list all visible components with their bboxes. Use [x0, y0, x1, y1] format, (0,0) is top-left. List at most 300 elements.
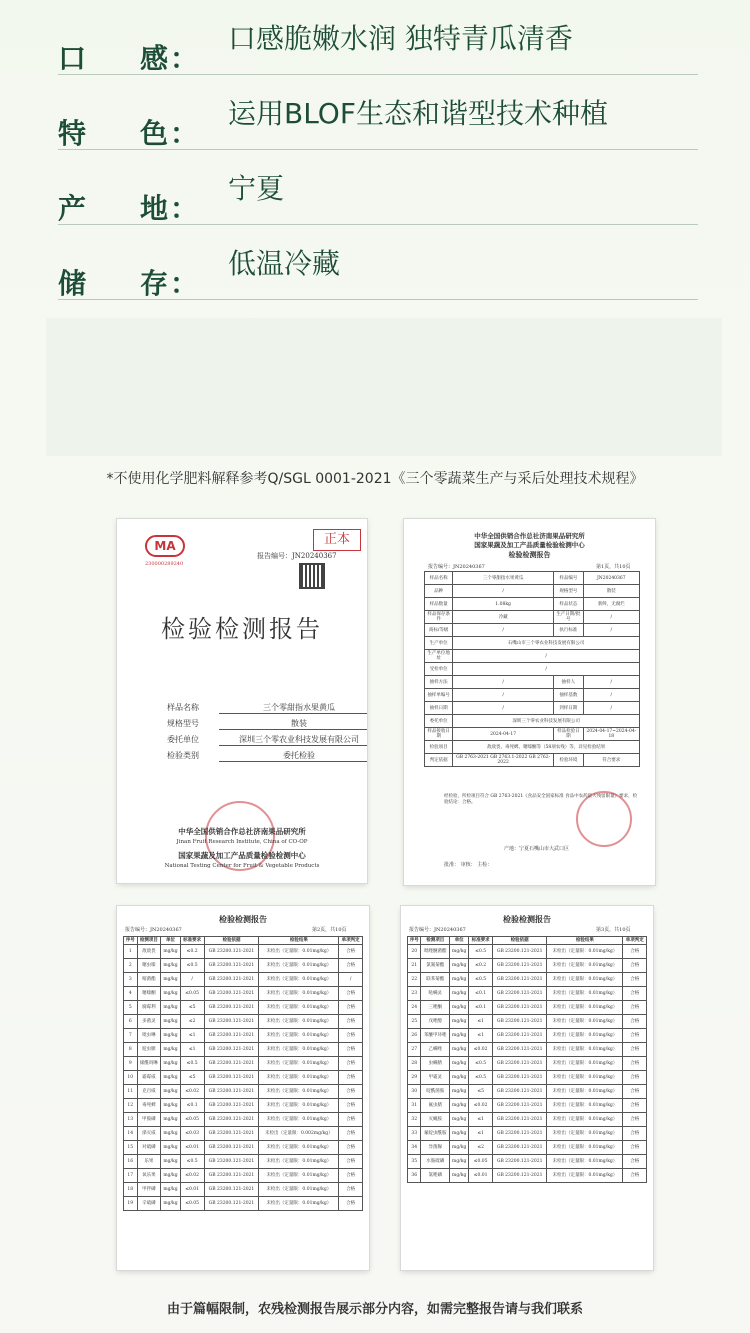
table-cell: mg/kg	[161, 1057, 181, 1071]
table-cell: GB 23200.121-2021	[492, 1141, 547, 1155]
table-row	[408, 1029, 647, 1043]
table-cell: 未检出（定量限：0.01mg/kg）	[259, 1183, 339, 1197]
table-row	[425, 663, 640, 676]
table-cell: 4	[124, 987, 138, 1001]
table-cell: 未检出（定量限：0.01mg/kg）	[547, 1029, 623, 1043]
table-cell: 合格	[623, 1029, 647, 1043]
table-cell: 7	[124, 1029, 138, 1043]
table-cell: GB 23200.121-2021	[492, 1169, 547, 1183]
table-cell: 未检出（定量限：0.01mg/kg）	[259, 1099, 339, 1113]
table-cell: 生产单位	[425, 637, 453, 650]
table-cell: mg/kg	[450, 1001, 469, 1015]
table-row	[425, 702, 640, 715]
table-cell: ≤5	[180, 1001, 204, 1015]
table-cell: JN20240367	[583, 572, 639, 585]
table-cell: ≤1	[469, 1113, 493, 1127]
table-header-cell: 单位	[161, 937, 181, 945]
table-cell: 合格	[339, 1085, 363, 1099]
table-cell: ≤0.5	[469, 1057, 493, 1071]
table-cell: 样品状态	[554, 598, 584, 611]
table-cell: 未检出（定量限：0.01mg/kg）	[259, 1113, 339, 1127]
report-cover-image	[117, 519, 367, 883]
table-cell: 散装	[583, 585, 639, 598]
table-row	[124, 945, 363, 959]
table-cell: 对硫磷	[137, 1141, 161, 1155]
table-cell: 11	[124, 1085, 138, 1099]
table-cell: GB 23200.121-2021	[492, 973, 547, 987]
page-number: 第3页，共10页	[596, 927, 631, 933]
signers: 批准： 审核： 主检：	[444, 862, 493, 868]
table-cell: GB 23200.121-2021	[204, 1113, 259, 1127]
table-row	[408, 1113, 647, 1127]
table-cell: 样品名称	[425, 572, 453, 585]
page-number: 第1页，共10页	[596, 564, 631, 570]
table-row	[124, 1141, 363, 1155]
table-header-row	[408, 937, 647, 945]
table-cell: 未检出（定量限：0.01mg/kg）	[259, 987, 339, 1001]
table-cell: 腐霉利	[137, 1001, 161, 1015]
table-cell: GB 23200.121-2021	[204, 1001, 259, 1015]
spec-label-char: 地：	[140, 192, 201, 225]
table-cell: ≤0.02	[180, 1085, 204, 1099]
table-cell: GB 23200.121-2021	[204, 1155, 259, 1169]
table-cell: 未检出（定量限：0.01mg/kg）	[259, 1029, 339, 1043]
table-cell: 未检出（定量限：0.01mg/kg）	[547, 1043, 623, 1057]
table-cell: 未检出（定量限：0.01mg/kg）	[547, 1001, 623, 1015]
table-cell: 样品数量	[425, 598, 453, 611]
table-cell: 未检出（定量限：0.01mg/kg）	[547, 945, 623, 959]
table-cell: 2024-04-17	[453, 728, 554, 741]
report-page-1-image	[404, 519, 655, 885]
table-row	[425, 611, 640, 624]
table-cell: mg/kg	[450, 1015, 469, 1029]
table-cell: 20	[408, 945, 421, 959]
table-cell: ≤0.5	[469, 973, 493, 987]
table-cell: 合格	[339, 1183, 363, 1197]
table-cell: mg/kg	[161, 1141, 181, 1155]
table-row	[408, 1057, 647, 1071]
table-row	[425, 585, 640, 598]
table-cell: 到样日期	[554, 702, 584, 715]
table-row	[408, 1015, 647, 1029]
table-row	[124, 1015, 363, 1029]
table-cell: 未检出（定量限：0.01mg/kg）	[259, 959, 339, 973]
table-cell: 合格	[623, 1099, 647, 1113]
table-cell: 啶虫脒	[137, 1043, 161, 1057]
table-cell: GB 23200.121-2021	[492, 1015, 547, 1029]
table-cell: 生产单位地址	[425, 650, 453, 663]
table-cell: 32	[408, 1113, 421, 1127]
table-cell: 未检出（定量限：0.01mg/kg）	[547, 1057, 623, 1071]
table-cell: 15	[124, 1141, 138, 1155]
table-header-cell: 单位	[450, 937, 469, 945]
table-row	[408, 1169, 647, 1183]
table-cell: 苯醚甲环唑	[421, 1029, 450, 1043]
table-cell: 异菌脲	[421, 1141, 450, 1155]
spec-value: 运用BLOF生态和谐型技术种植	[228, 97, 608, 130]
table-cell: 3	[124, 973, 138, 987]
table-cell: /	[583, 676, 639, 689]
table-header-cell: 检验结果	[259, 937, 339, 945]
table-cell: 合格	[623, 1015, 647, 1029]
table-cell: /	[583, 624, 639, 637]
table-cell: mg/kg	[161, 1183, 181, 1197]
table-cell: 氯氰菊酯	[421, 959, 450, 973]
report-page-3-image	[401, 906, 653, 1270]
table-cell: 合格	[339, 1071, 363, 1085]
table-header-cell: 序号	[408, 937, 421, 945]
seal-stamp-icon	[576, 791, 632, 847]
table-row	[124, 1029, 363, 1043]
table-cell: 25	[408, 1015, 421, 1029]
table-cell: 乐果	[137, 1155, 161, 1169]
table-cell: 氧乐果	[137, 1169, 161, 1183]
table-cell: 18	[124, 1183, 138, 1197]
table-cell: 石嘴山市三个零农业科技发展有限公司	[453, 637, 640, 650]
table-cell: 冷藏	[453, 611, 554, 624]
table-cell: mg/kg	[161, 1085, 181, 1099]
spec-row-taste	[58, 0, 698, 75]
table-cell: 36	[408, 1169, 421, 1183]
table-cell: /	[453, 702, 554, 715]
table-cell: mg/kg	[450, 1057, 469, 1071]
table-row	[124, 1183, 363, 1197]
table-cell: ≤2	[469, 1141, 493, 1155]
table-row	[408, 945, 647, 959]
table-cell: ≤2	[180, 1015, 204, 1029]
table-cell: GB 23200.121-2021	[204, 1015, 259, 1029]
table-row	[408, 1099, 647, 1113]
table-cell: ≤1	[469, 1127, 493, 1141]
table-cell: 联苯菊酯	[421, 973, 450, 987]
table-cell: 戊唑醇	[421, 1015, 450, 1029]
table-cell: 未检出（定量限：0.01mg/kg）	[547, 1141, 623, 1155]
table-cell: 判定依据	[425, 754, 453, 767]
table-cell: GB 23200.121-2021	[492, 1085, 547, 1099]
table-cell: 抽样基数	[554, 689, 584, 702]
table-cell: 执行标准	[554, 624, 584, 637]
table-cell: ≤0.01	[469, 1169, 493, 1183]
table-cell: /	[453, 585, 554, 598]
table-cell: GB 23200.121-2021	[492, 1155, 547, 1169]
table-cell: /	[339, 973, 363, 987]
table-cell: mg/kg	[450, 1169, 469, 1183]
table-row	[425, 572, 640, 585]
table-cell: GB 23200.121-2021	[492, 1099, 547, 1113]
table-cell: 未检出（定量限：0.01mg/kg）	[259, 1197, 339, 1211]
table-cell: 2	[124, 959, 138, 973]
table-cell: mg/kg	[161, 987, 181, 1001]
table-cell: 28	[408, 1057, 421, 1071]
report-title: 检验检测报告	[161, 615, 323, 643]
table-cell: mg/kg	[161, 1029, 181, 1043]
qr-code-icon	[299, 563, 325, 589]
table-cell: 19	[124, 1197, 138, 1211]
spec-row-origin	[58, 150, 698, 225]
spec-label-char: 感：	[140, 42, 201, 75]
table-cell: /	[453, 676, 554, 689]
center-name-cn: 国家果蔬及加工产品质量检验检测中心	[178, 851, 306, 860]
table-cell: 未检出（定量限：0.01mg/kg）	[547, 987, 623, 1001]
table-cell: 13	[124, 1113, 138, 1127]
table-cell: 未检出（定量限：0.01mg/kg）	[547, 959, 623, 973]
table-cell: 未检出（定量限：0.01mg/kg）	[547, 1127, 623, 1141]
table-cell: mg/kg	[161, 1113, 181, 1127]
table-cell: 未检出（定量限：0.01mg/kg）	[259, 1057, 339, 1071]
table-row	[408, 1127, 647, 1141]
table-row	[124, 1001, 363, 1015]
table-cell: mg/kg	[450, 1029, 469, 1043]
table-cell: 未检出（定量限：0.01mg/kg）	[547, 1169, 623, 1183]
table-cell: mg/kg	[450, 945, 469, 959]
table-cell: 乙螨唑	[421, 1043, 450, 1057]
table-cell: ≤1	[469, 1029, 493, 1043]
conclusion: 经检验，所检项目符合 GB 2763-2021《食品安全国家标准 食品中农药最大残留限量》要求，检验结论：合格。	[444, 794, 638, 805]
table-header-row	[124, 937, 363, 945]
table-cell: GB 23200.121-2021	[204, 1141, 259, 1155]
table-row	[124, 1197, 363, 1211]
table-cell: 毒死蜱	[137, 1099, 161, 1113]
table-cell: /	[583, 702, 639, 715]
table-cell: mg/kg	[450, 1127, 469, 1141]
table-cell: 水胺硫磷	[421, 1155, 450, 1169]
table-cell: GB 2763-2021 GB 2763.1-2022 GB 2762-2022	[453, 754, 554, 767]
spec-value: 低温冷藏	[228, 247, 341, 280]
table-cell: 未检出（定量限：0.01mg/kg）	[259, 1071, 339, 1085]
table-row	[425, 637, 640, 650]
cover-field: 规格型号 散装	[167, 718, 199, 729]
table-cell: GB 23200.121-2021	[204, 945, 259, 959]
table-cell: 2024-04-17~2024-04-18	[583, 728, 639, 741]
table-header-cell: 检验结果	[547, 937, 623, 945]
table-cell: 检验环境	[554, 754, 584, 767]
table-cell: mg/kg	[450, 1085, 469, 1099]
table-cell: ≤0.5	[180, 959, 204, 973]
table-cell: /	[453, 663, 640, 676]
table-cell: 未检出（定量限：0.01mg/kg）	[547, 973, 623, 987]
table-cell: 未检出（定量限：0.01mg/kg）	[547, 1113, 623, 1127]
original-stamp: 正本	[313, 529, 361, 551]
ma-logo: MA	[145, 535, 185, 557]
table-header-cell: 检验依据	[204, 937, 259, 945]
table-header-cell: 检测项目	[137, 937, 161, 945]
table-cell: 规格型号	[554, 585, 584, 598]
table-cell: 12	[124, 1099, 138, 1113]
table-cell: ≤0.05	[180, 1113, 204, 1127]
table-cell: 23	[408, 987, 421, 1001]
table-cell: mg/kg	[161, 1155, 181, 1169]
table-cell: mg/kg	[161, 1071, 181, 1085]
table-cell: 未检出（定量限：0.01mg/kg）	[547, 1071, 623, 1085]
table-cell: 合格	[339, 1155, 363, 1169]
table-cell: 合格	[339, 1127, 363, 1141]
table-cell: ≤1	[180, 1043, 204, 1057]
table-header-cell: 检测项目	[421, 937, 450, 945]
table-cell: 9	[124, 1057, 138, 1071]
table-cell: mg/kg	[161, 1015, 181, 1029]
spec-value: 宁夏	[228, 172, 285, 205]
table-cell: GB 23200.121-2021	[204, 987, 259, 1001]
table-cell: 合格	[623, 1085, 647, 1099]
table-cell: 35	[408, 1155, 421, 1169]
table-cell: 21	[408, 959, 421, 973]
table-cell: mg/kg	[161, 1127, 181, 1141]
table-row	[408, 1141, 647, 1155]
report-number: 报告编号：JN20240367	[257, 552, 337, 560]
footnote: *不使用化学肥料解释参考Q/SGL 0001-2021《三个零蔬菜生产与采后处理技术规程》	[106, 471, 644, 487]
table-row	[425, 728, 640, 741]
table-cell: 抽样人	[554, 676, 584, 689]
table-cell: 合格	[623, 1141, 647, 1155]
table-cell: 噻嗪酮	[137, 987, 161, 1001]
table-cell: 三个零甜指水果黄瓜	[453, 572, 554, 585]
table-cell: 样品保存条件	[425, 611, 453, 624]
table-cell: ≤0.2	[180, 945, 204, 959]
table-cell: mg/kg	[161, 959, 181, 973]
table-cell: 未检出（定量限：0.01mg/kg）	[259, 1085, 339, 1099]
table-row	[408, 1043, 647, 1057]
table-cell: 未检出（定量限：0.01mg/kg）	[547, 1155, 623, 1169]
table-cell: 未检出（定量限：0.01mg/kg）	[259, 1015, 339, 1029]
table-row	[124, 1057, 363, 1071]
report-number: 报告编号：JN20240367	[409, 927, 466, 933]
table-cell: 1.08kg	[453, 598, 554, 611]
table-cell: 合格	[623, 1057, 647, 1071]
table-cell: 未检出（定量限：0.01mg/kg）	[547, 1099, 623, 1113]
table-cell: 合格	[339, 1169, 363, 1183]
table-cell: GB 23200.121-2021	[204, 1183, 259, 1197]
table-cell: 10	[124, 1071, 138, 1085]
table-cell: ≤0.2	[469, 959, 493, 973]
table-cell: ≤5	[469, 1085, 493, 1099]
table-header-cell: 单项判定	[339, 937, 363, 945]
table-cell: 新鲜，无腐烂	[583, 598, 639, 611]
table-cell: 合格	[339, 959, 363, 973]
table-cell: 未检出（定量限：0.01mg/kg）	[547, 1015, 623, 1029]
table-cell: /	[453, 624, 554, 637]
table-cell: /	[583, 611, 639, 624]
table-cell: 生产日期/批号	[554, 611, 584, 624]
table-row	[408, 1155, 647, 1169]
table-cell: 敌敌畏、毒死蜱、噻嗪酮等（58项农残）等，详见检验结果	[453, 741, 640, 754]
table-header-cell: 检验依据	[492, 937, 547, 945]
table-cell: GB 23200.121-2021	[492, 1113, 547, 1127]
table-cell: 合格	[623, 973, 647, 987]
spec-label-char: 特	[58, 117, 89, 150]
table-cell: ≤0.02	[469, 1043, 493, 1057]
table-cell: 26	[408, 1029, 421, 1043]
table-row	[124, 1127, 363, 1141]
page-number: 第2页，共10页	[312, 927, 347, 933]
bottom-note: 由于篇幅限制，农残检测报告展示部分内容，如需完整报告请与我们联系	[166, 1302, 583, 1317]
table-cell: GB 23200.121-2021	[204, 1085, 259, 1099]
report-title: 检验检测报告	[219, 914, 267, 924]
table-cell: ≤0.5	[469, 1071, 493, 1085]
spec-label-char: 口	[58, 42, 89, 75]
table-cell: GB 23200.121-2021	[204, 959, 259, 973]
table-cell: GB 23200.121-2021	[204, 1197, 259, 1211]
table-cell: 合格	[339, 1057, 363, 1071]
table-cell: GB 23200.121-2021	[204, 1099, 259, 1113]
table-cell: 氯唑磷	[421, 1169, 450, 1183]
org-name-cn: 中华全国供销合作总社济南果品研究所	[178, 827, 306, 836]
table-cell: 24	[408, 1001, 421, 1015]
table-cell: 样品检验日期	[554, 728, 584, 741]
table-cell: 合格	[623, 1155, 647, 1169]
table-row	[408, 1085, 647, 1099]
table-cell: GB 23200.121-2021	[492, 1043, 547, 1057]
table-cell: 抽样方法	[425, 676, 453, 689]
table-cell: 样品接收日期	[425, 728, 453, 741]
table-header-cell: 单项判定	[623, 937, 647, 945]
spec-value: 口感脆嫩水润 独特青瓜清香	[228, 22, 573, 55]
table-cell: ≤0.01	[180, 1183, 204, 1197]
table-cell: 三唑酮	[421, 1001, 450, 1015]
table-row	[124, 1113, 363, 1127]
table-cell: 未检出（定量限：0.01mg/kg）	[259, 945, 339, 959]
table-cell: mg/kg	[450, 973, 469, 987]
table-cell: 合格	[339, 1113, 363, 1127]
table-cell: mg/kg	[450, 959, 469, 973]
table-cell: GB 23200.121-2021	[204, 1071, 259, 1085]
table-cell: ≤1	[180, 1029, 204, 1043]
table-cell: GB 23200.121-2021	[204, 973, 259, 987]
table-cell: 合格	[623, 1169, 647, 1183]
table-cell: 合格	[339, 945, 363, 959]
table-row	[425, 754, 640, 767]
table-cell: 合格	[339, 1001, 363, 1015]
table-cell: GB 23200.121-2021	[204, 1043, 259, 1057]
table-cell: mg/kg	[450, 1071, 469, 1085]
table-cell: 未检出（定量限：0.01mg/kg）	[259, 1141, 339, 1155]
table-row	[408, 1001, 647, 1015]
table-row	[124, 1085, 363, 1099]
table-cell: 样品编号	[554, 572, 584, 585]
table-cell: 委托单位	[425, 715, 453, 728]
table-cell: 未检出（定量限：0.01mg/kg）	[259, 1043, 339, 1057]
table-cell: 合格	[339, 1029, 363, 1043]
table-cell: 合格	[339, 1141, 363, 1155]
table-cell: 合格	[339, 987, 363, 1001]
table-cell: ≤0.1	[469, 987, 493, 1001]
table-cell: GB 23200.121-2021	[492, 1029, 547, 1043]
table-cell: mg/kg	[450, 1099, 469, 1113]
table-cell: 辛硫磷	[137, 1197, 161, 1211]
table-cell: mg/kg	[450, 1043, 469, 1057]
table-cell: GB 23200.121-2021	[492, 987, 547, 1001]
table-cell: 合格	[339, 1043, 363, 1057]
table-cell: 1	[124, 945, 138, 959]
table-cell: /	[453, 650, 640, 663]
table-cell: 抽样日期	[425, 702, 453, 715]
table-cell: 敌敌畏	[137, 945, 161, 959]
table-cell: 氟啶虫酰胺	[421, 1127, 450, 1141]
table-cell: ≤0.5	[469, 945, 493, 959]
table-cell: 深圳三个零农业科技发展有限公司	[453, 715, 640, 728]
table-cell: 甲胺磷	[137, 1113, 161, 1127]
table-row	[425, 741, 640, 754]
table-header-cell: 标准要求	[180, 937, 204, 945]
table-cell: mg/kg	[161, 1001, 181, 1015]
table-cell: ≤0.5	[180, 1155, 204, 1169]
table-cell: 8	[124, 1043, 138, 1057]
table-cell: 符合要求	[583, 754, 639, 767]
center-name: 国家果蔬及加工产品质量检验检测中心	[474, 541, 585, 549]
table-cell: GB 23200.121-2021	[204, 1169, 259, 1183]
spec-label-char: 存：	[140, 267, 201, 300]
table-cell: mg/kg	[450, 987, 469, 1001]
table-row	[425, 598, 640, 611]
